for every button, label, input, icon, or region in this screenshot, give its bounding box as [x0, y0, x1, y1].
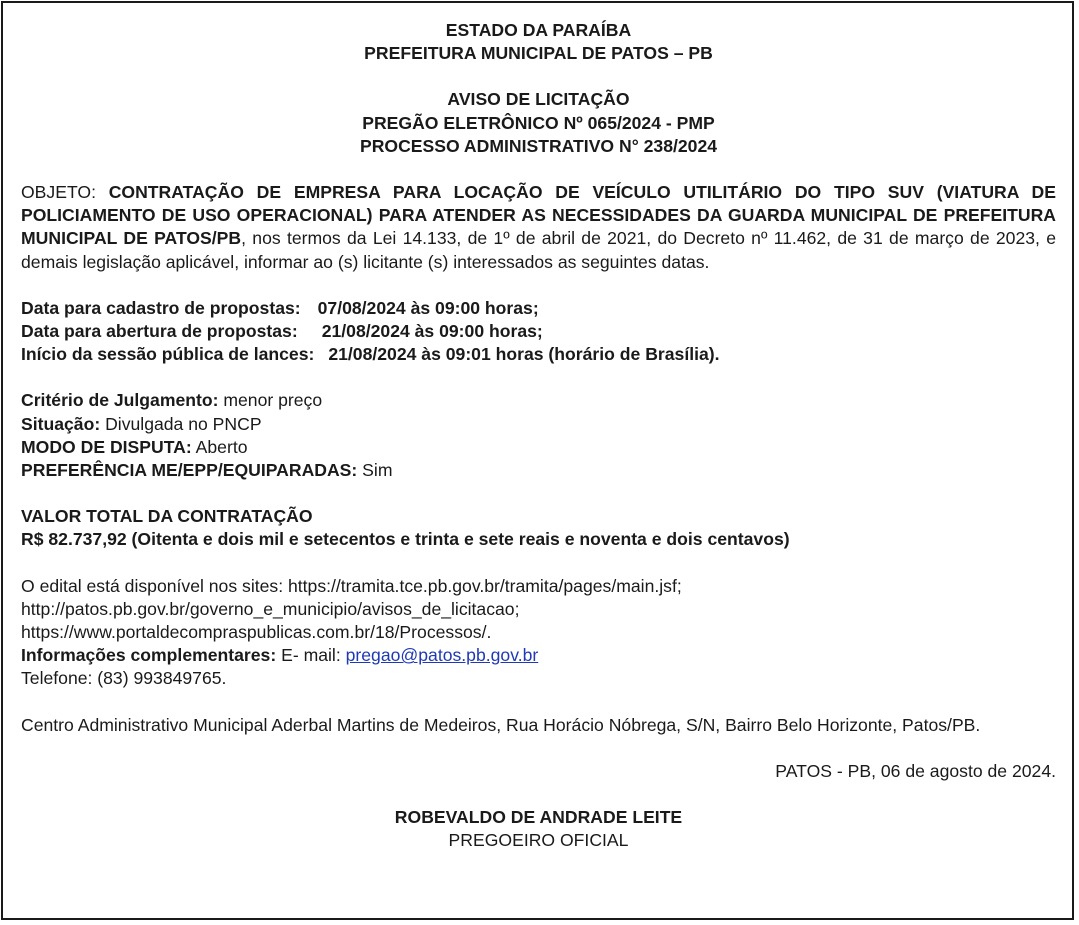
objeto-paragraph — [21, 181, 1056, 274]
detail-modo-disputa — [21, 436, 1056, 459]
detail-label: PREFERÊNCIA ME/EPP/EQUIPARADAS: — [21, 460, 358, 481]
objeto-legal-text: , nos termos da Lei 14.133, de 1º de abril de 2021, do Decreto nº 11.462, de 31 de março de 2023, e demais legislação aplicável, informar ao (s) licitante (s) interessados as seguintes datas. — [21, 228, 1056, 272]
objeto-description: CONTRATAÇÃO DE EMPRESA PARA LOCAÇÃO DE VEÍCULO UTILITÁRIO DO TIPO SUV (VIATURA DE POLICIAMENTO DE USO OPERACIONAL) PARA ATENDER AS NECESSIDADES DA GUARDA MUNICIPAL DE PREFEITURA MUNICIPAL DE PATOS/PB — [21, 182, 1056, 249]
notice-content — [21, 19, 1056, 852]
city-heading: PREFEITURA MUNICIPAL DE PATOS – PB — [364, 43, 713, 64]
date-row-abertura — [21, 320, 1056, 343]
detail-situacao — [21, 413, 1056, 436]
signatory-role: PREGOEIRO OFICIAL — [448, 830, 629, 851]
info-label: Informações complementares: — [21, 645, 277, 666]
date-value: 21/08/2024 às 09:01 horas (horário de Brasília). — [328, 344, 720, 365]
detail-value: Divulgada no PNCP — [100, 413, 262, 434]
detail-value: Sim — [357, 460, 393, 481]
detail-label: MODO DE DISPUTA: — [21, 436, 192, 457]
objeto-label: OBJETO: — [21, 182, 109, 203]
email-prefix: E- mail: — [276, 645, 346, 666]
valor-title: VALOR TOTAL DA CONTRATAÇÃO — [21, 506, 313, 527]
date-row-sessao — [21, 343, 1056, 366]
detail-preferencia — [21, 459, 1056, 482]
place-date: PATOS - PB, 06 de agosto de 2024. — [775, 760, 1056, 781]
detail-label: Critério de Julgamento: — [21, 390, 219, 411]
detail-value: Aberto — [191, 436, 248, 457]
date-label: Data para abertura de propostas: — [21, 321, 298, 342]
detail-criterio — [21, 389, 1056, 412]
detail-value: menor preço — [218, 390, 323, 411]
pregao-number: PREGÃO ELETRÔNICO Nº 065/2024 - PMP — [362, 112, 715, 133]
processo-number: PROCESSO ADMINISTRATIVO N° 238/2024 — [359, 135, 718, 156]
date-value: 07/08/2024 às 09:00 horas; — [317, 297, 539, 318]
info-complementares — [21, 644, 1056, 667]
date-row-cadastro — [21, 297, 1056, 320]
valor-amount: R$ 82.737,92 (Oitenta e dois mil e setecentos e trinta e sete reais e noventa e dois centavos) — [21, 529, 790, 550]
state-heading: ESTADO DA PARAÍBA — [445, 20, 632, 40]
date-label: Data para cadastro de propostas: — [21, 297, 301, 318]
edital-line-3: https://www.portaldecompraspublicas.com.br/18/Processos/. — [21, 622, 492, 643]
address-paragraph: Centro Administrativo Municipal Aderbal Martins de Medeiros, Rua Horácio Nóbrega, S/N, Bairro Belo Horizonte, Patos/PB. — [21, 714, 981, 735]
date-label: Início da sessão pública de lances: — [21, 344, 315, 365]
phone-line: Telefone: (83) 993849765. — [21, 668, 227, 689]
date-value: 21/08/2024 às 09:00 horas; — [321, 321, 543, 342]
edital-line-2: http://patos.pb.gov.br/governo_e_municipio/avisos_de_licitacao; — [21, 598, 520, 619]
signatory-name: ROBEVALDO DE ANDRADE LEITE — [394, 807, 683, 828]
detail-label: Situação: — [21, 413, 101, 434]
edital-line-1: O edital está disponível nos sites: https://tramita.tce.pb.gov.br/tramita/pages/main.jsf; — [21, 575, 682, 596]
email-link[interactable]: pregao@patos.pb.gov.br — [345, 645, 539, 666]
notice-title: AVISO DE LICITAÇÃO — [447, 89, 630, 110]
